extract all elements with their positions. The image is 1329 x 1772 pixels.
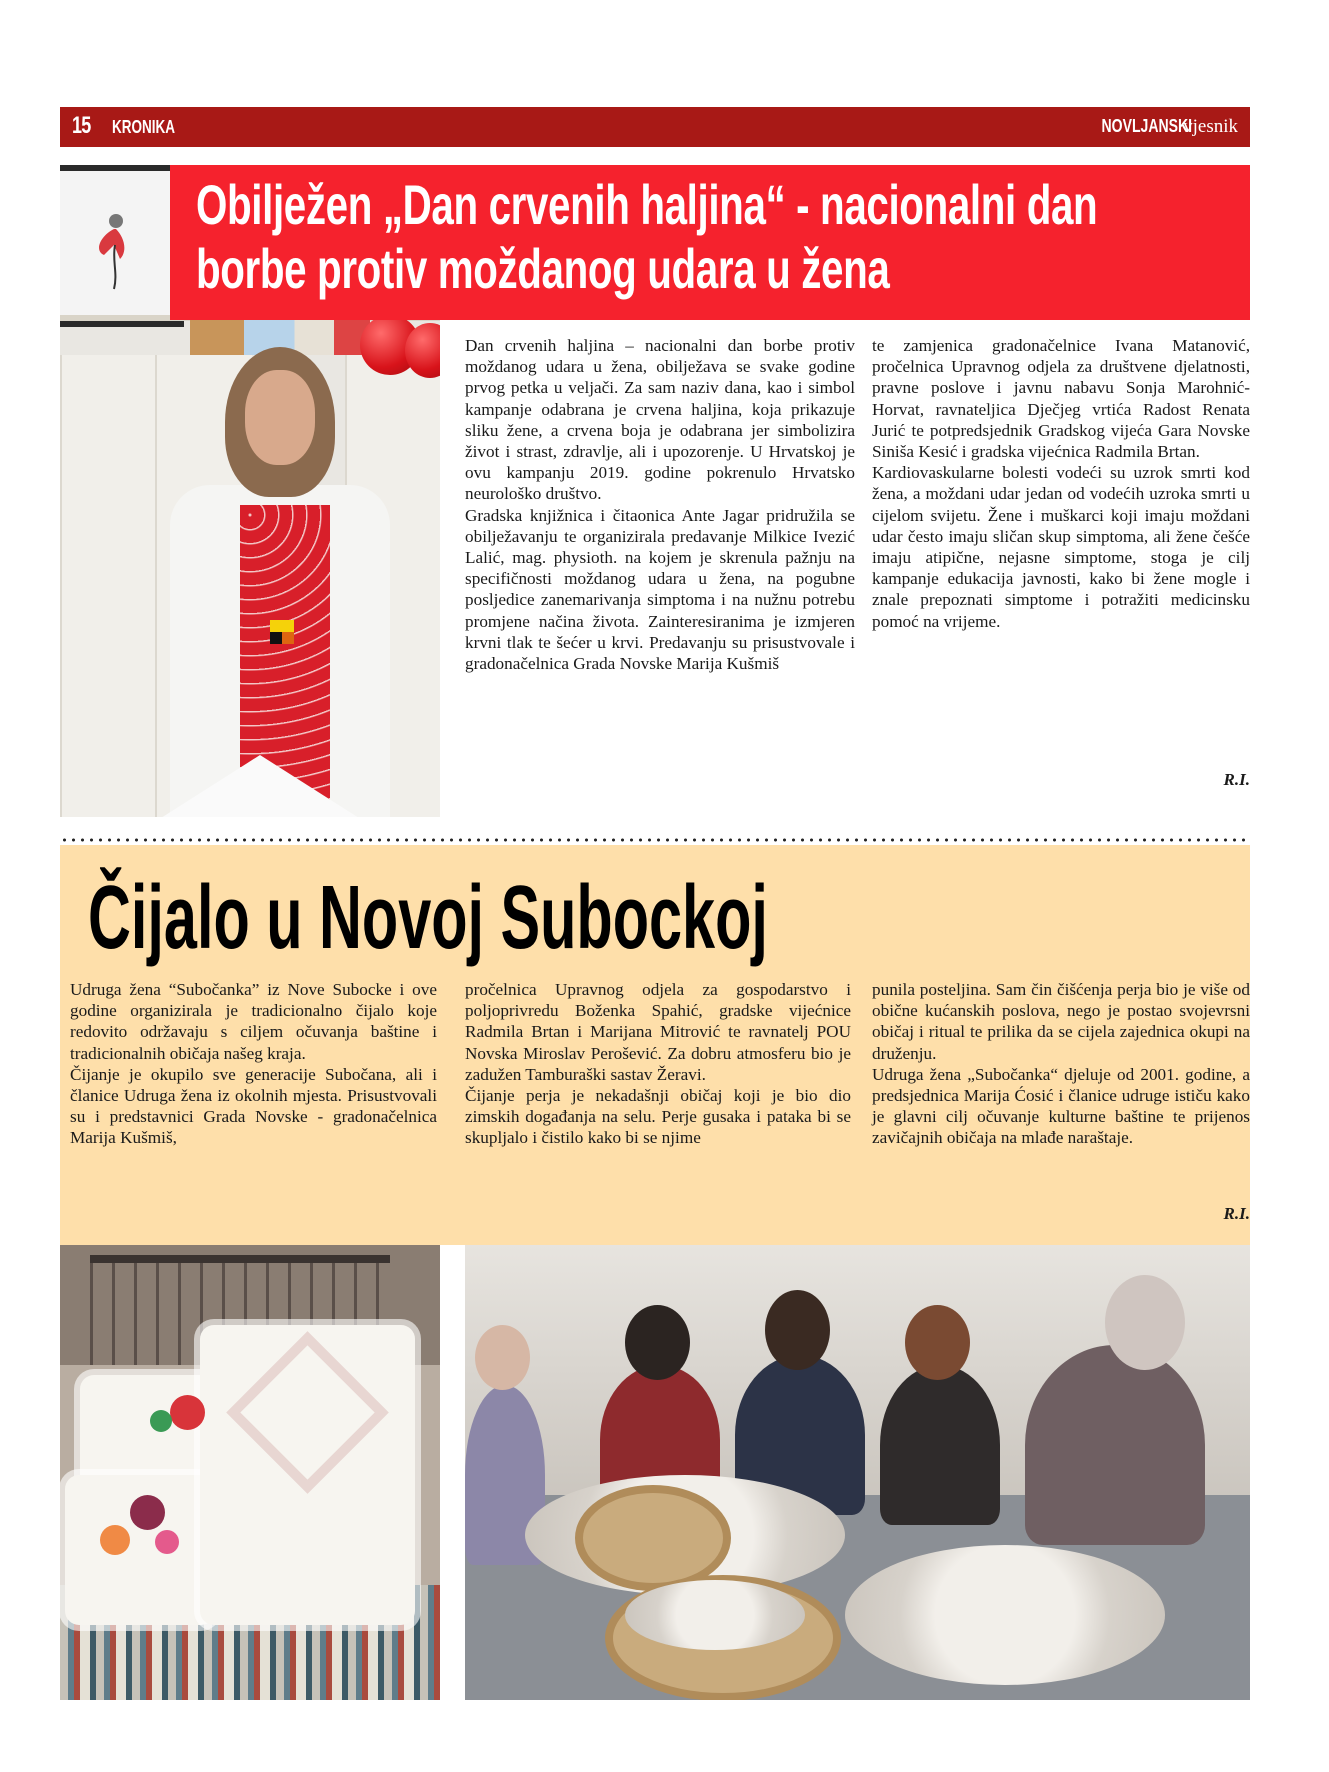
article1-title-banner [170,165,1250,320]
paragraph: pročelnica Upravnog odjela za gospodarstvo i poljoprivredu Boženka Spahić, gradske vijećnice Radmila Brtan i Marijana Mitrović te ravnatelj POU Novska Miroslav Perošević. Za dobru atmosferu bio je zadužen Tamburaški sastav Žeravi. [465,980,851,1084]
paragraph: punila posteljina. Sam čin čišćenja perja bio je više od obične kućanskih poslova, nego je postao svojevrsni običaj i ritual te prilika da se cijela zajednica okupi na druženju. [872,980,1250,1063]
feather-pile [625,1580,805,1650]
cabinet [60,355,157,817]
rubiks-cube [270,620,294,644]
embroidery [130,1495,165,1530]
article1-column-2 [872,335,1250,632]
page-header [60,107,1250,147]
pillows-photo [60,1245,440,1700]
paragraph: Kardiovaskularne bolesti vodeći su uzrok smrti kod žena, a moždani udar jedan od vodećih uzroka smrti u cijelom svijetu. Žene i muškarci koji imaju moždani udar često imaju sličan skup simptoma, ali žene češće imaju atipične, nejasne simptome, stoga je cilj kampanje edukacija javnosti, kako bi žene mogle i znale prepoznati simptome i potražiti medicinsku pomoć na vrijeme. [872,463,1250,631]
article1-title: Obilježen „Dan crvenih haljina“ - nacionalni dan borbe protiv moždanog udara u žena [196,173,1098,300]
paragraph: Gradska knjižnica i čitaonica Ante Jagar pridružila se obilježavanju te organizirala predavanje Milkice Ivezić Lalić, mag. physioth. na kojem je skrenula pažnju na specifičnosti moždanog udara u žena, na pogubne posljedice zanemarivanja simptoma i na nužnu potrebu promjene načina života. Zainteresiranima je izmjeren krvni tlak te šećer u krvi. Predavanju su prisustvovale i gradonačelnica Grada Novske Marija Kušmiš [465,505,855,674]
paragraph: Udruga žena „Subočanka“ djeluje od 2001. godine, a predsjednica Marija Ćosić i članice udruge ističu kako je glavni cilj očuvanje kulturne baštine te prijenos zavičajnih običaja na mlađe naraštaje. [872,1064,1250,1148]
page-number: 15 [72,112,91,139]
dotted-divider [60,838,1250,842]
article1-column-1 [465,335,855,674]
paragraph: Čijanje perja je nekadašnji običaj koji je bio dio zimskih događanja na selu. Perje gusaka i pataka bi se skupljalo i čistilo kako bi se njime [465,1086,851,1148]
feather-plucking-photo [465,1245,1250,1700]
embroidery [155,1530,179,1554]
head [625,1305,690,1380]
article2-title: Čijalo u Novoj Subockoj [88,868,768,968]
person [1025,1345,1205,1545]
person [880,1365,1000,1525]
article1-signature: R.I. [1223,770,1250,789]
head [765,1290,830,1370]
face [245,370,315,465]
embroidery [170,1395,205,1430]
embroidery [150,1410,172,1432]
article2-signature: R.I. [1223,1204,1250,1223]
head [1105,1275,1185,1370]
paragraph: Dan crvenih haljina – nacionalni dan borbe protiv moždanog udara u žena, obilježava se svake godine prvog petka u veljači. Za sam naziv dana, kao i simbol kampanje odabrana je crvena haljina, koja prikazuje sliku žene, a crvena boja je odabrana jer simbolizira život i strast, zdravlje, ali i upozorenje. U Hrvatskoj je ovu kampanju 2019. godine pokrenulo Hrvatsko neurološko društvo. [465,336,855,504]
red-dress-logo-icon [90,211,135,291]
paragraph: Čijanje je okupilo sve generacije Subočana, ali i članice Udruga žena iz okolnih mjesta. Prisustvovali su i predstavnici Grada Novske - gradonačelnica Marija Kušmiš, [70,1064,437,1148]
brand-regular: vjesnik [1183,116,1238,137]
article2-column-1 [70,979,437,1149]
section-label: KRONIKA [112,117,175,137]
publication-name [1076,115,1238,138]
article2-column-2 [465,979,851,1149]
head [905,1305,970,1380]
article2-column-3 [872,979,1250,1149]
brand-bold: NOVLJANSKI [1101,116,1193,136]
campaign-poster [60,165,184,327]
feather-pile [845,1545,1165,1685]
paragraph: te zamjenica gradonačelnice Ivana Matanović, pročelnica Upravnog odjela za društvene djelatnosti, pravne poslove i javnu nabavu Sonja Marohnić-Horvat, ravnateljica Dječjeg vrtića Radost Renata Jurić te potpredsjednik Gradskog vijeća Gara Novske Siniša Kesić i gradska vijećnica Radmila Brtan. [872,336,1250,462]
embroidery [100,1525,130,1555]
head [475,1325,530,1390]
paragraph: Udruga žena “Subočanka” iz Nove Subocke i ove godine organizirala je tradicionalno čijalo koje redovito održavaju s ciljem očuvanja baštine i tradicionalnih običaja našeg kraja. [70,980,437,1063]
